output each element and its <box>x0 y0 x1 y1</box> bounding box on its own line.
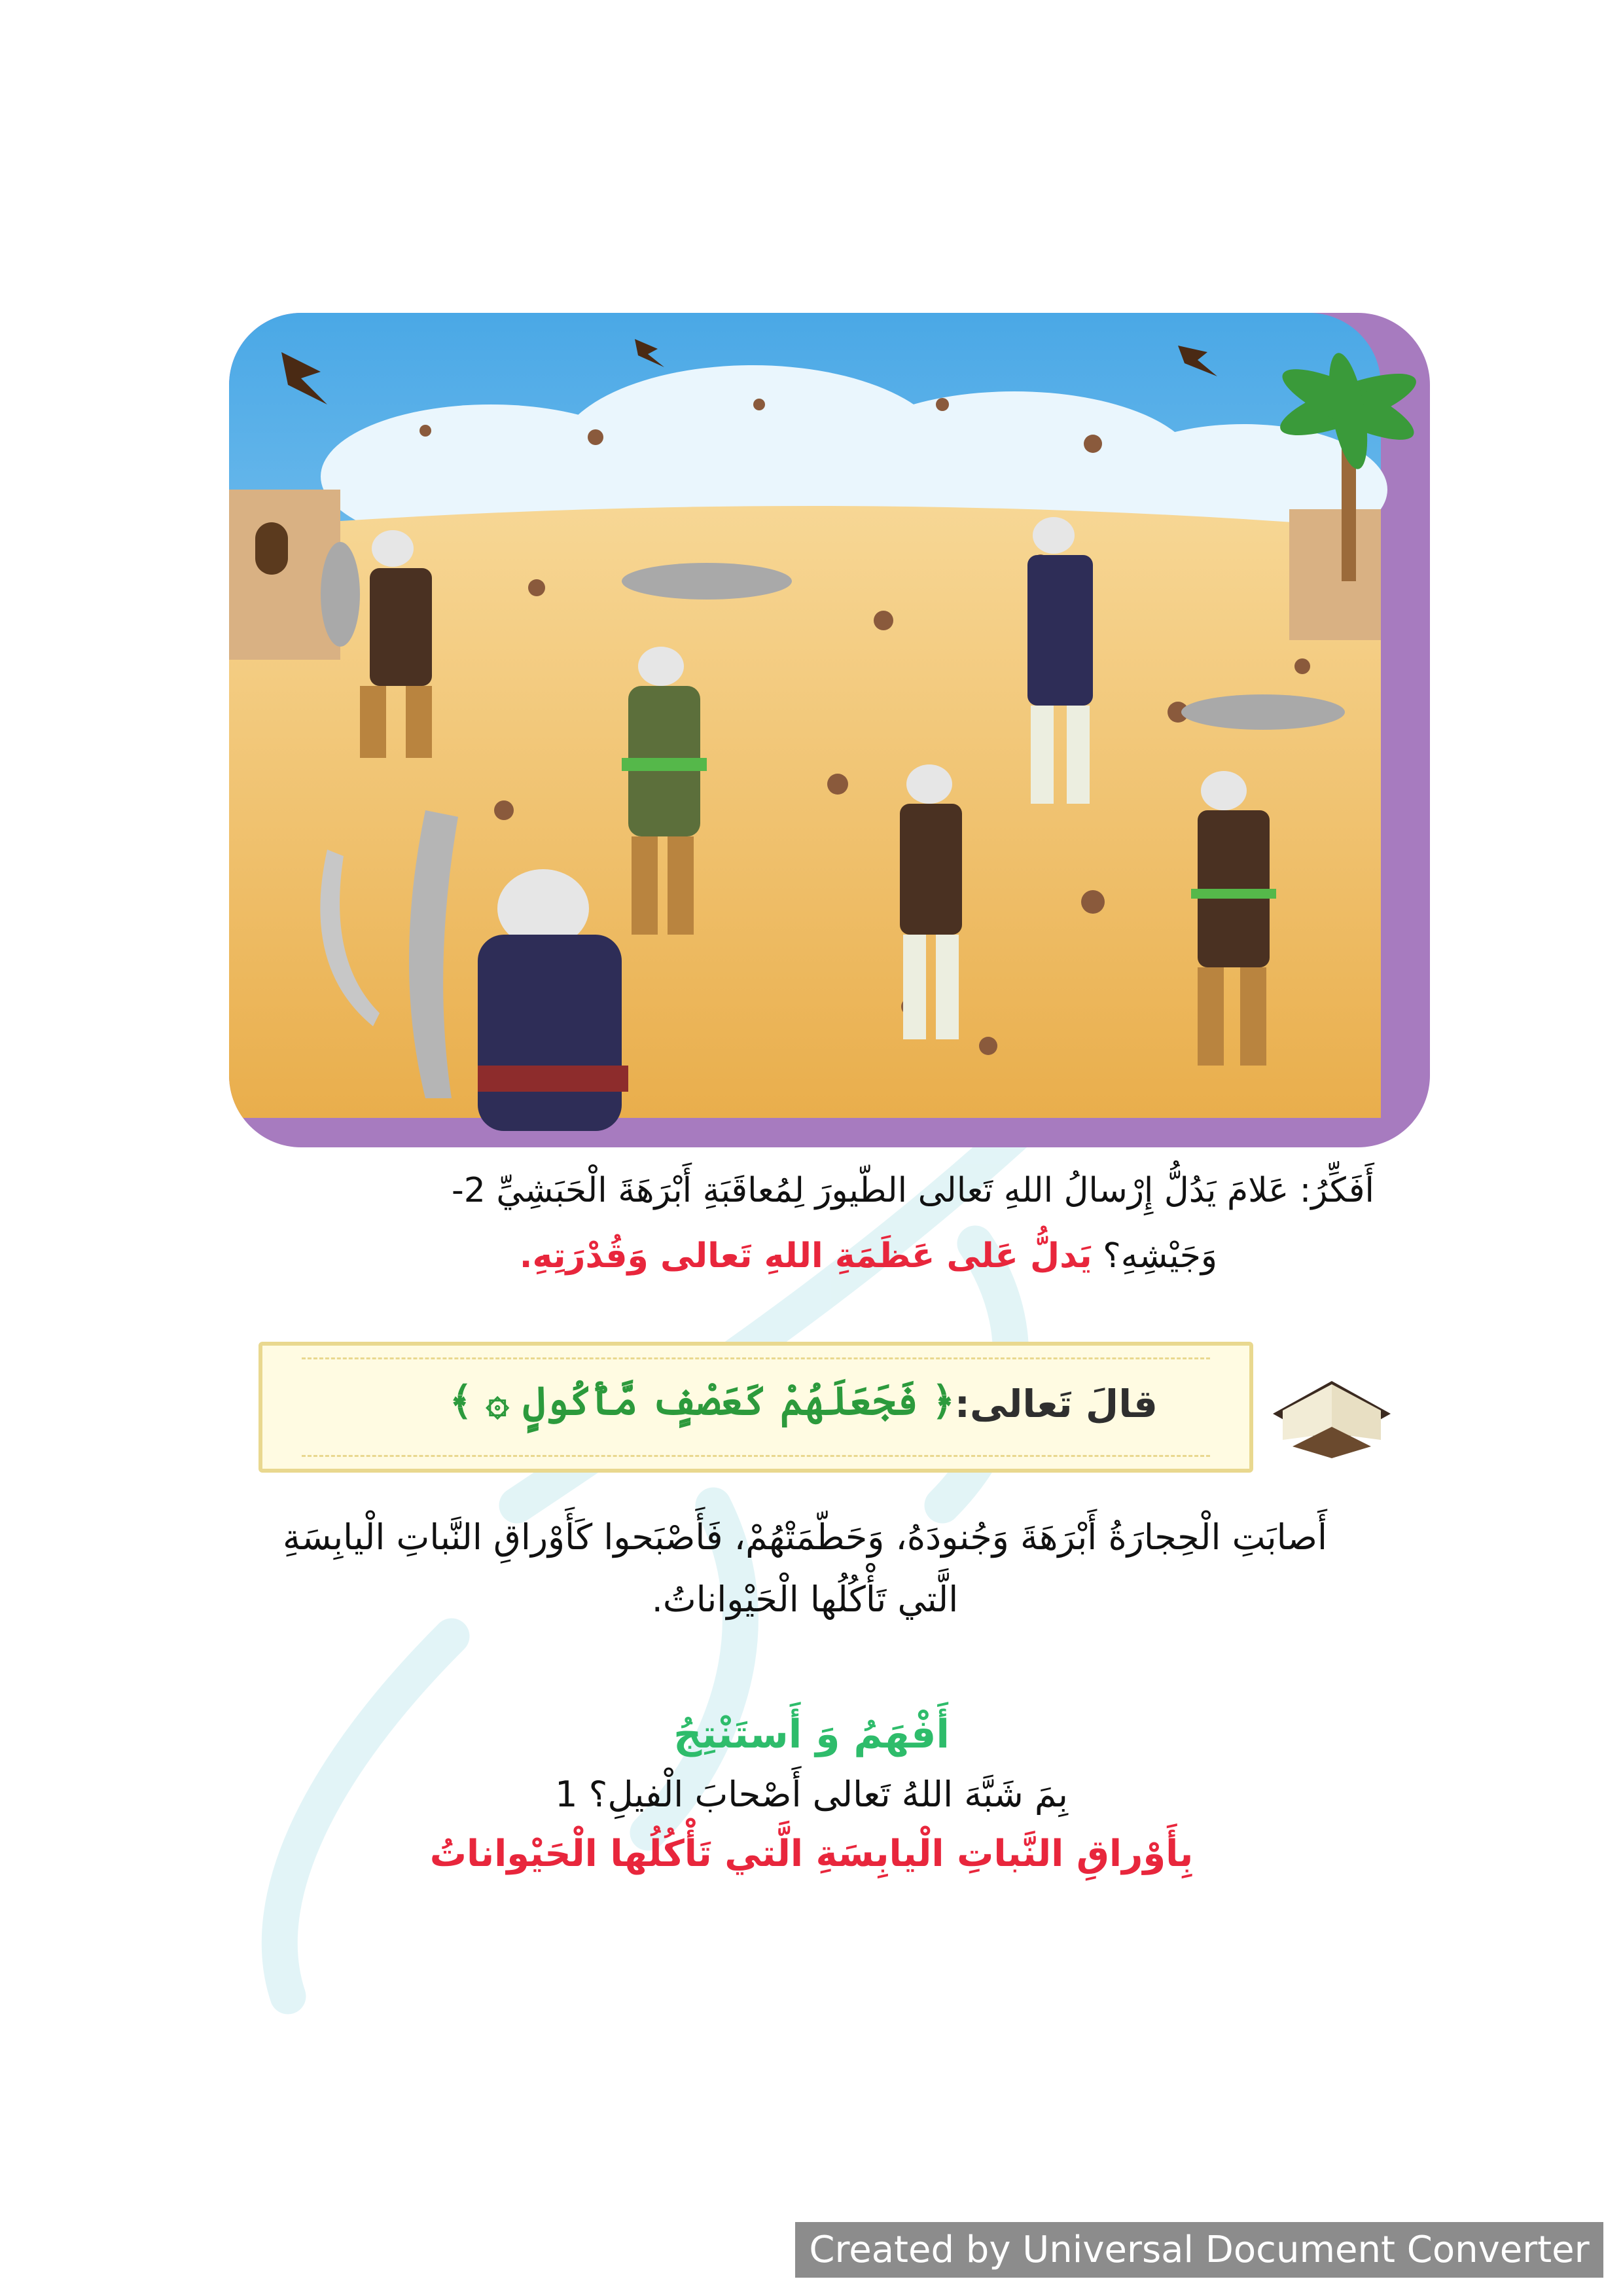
quran-book-icon <box>1266 1355 1397 1460</box>
question-2-number: 2- <box>452 1171 486 1210</box>
question-1: بِمَ شَبَّهَ اللهُ تَعالى أَصْحابَ الْفيلِ؟ 1 <box>555 1774 1068 1815</box>
question-2-line-2: وَجَيْشِهِ؟ يَدلُّ عَلى عَظَمَةِ اللهِ تَعالى وَقُدْرَتِهِ. <box>519 1236 1217 1276</box>
paragraph-line-2: الَّتي تَأْكُلُها الْحَيْواناتُ. <box>651 1579 959 1620</box>
converter-footer: Created by Universal Document Converter <box>795 2222 1603 2278</box>
verse-text: ﴿ فَجَعَلَهُمْ كَعَصْفٍ مَّأْكُولٍ ۞ ﴾ <box>449 1378 955 1424</box>
verse-banner <box>259 1342 1253 1473</box>
verse-label: قالَ تَعالى: <box>954 1382 1158 1426</box>
answer-1: بِأَوْراقِ النَّباتِ الْيابِسَةِ الَّتي تَأْكُلُها الْحَيْواناتُ <box>429 1833 1194 1875</box>
army-stones-illustration <box>229 313 1430 1147</box>
question-2-answer: يَدلُّ عَلى عَظَمَةِ اللهِ تَعالى وَقُدْرَتِهِ <box>532 1236 1092 1276</box>
question-2-line-1 <box>196 1170 1374 1211</box>
question-2-text-cont: وَجَيْشِهِ؟ <box>1103 1236 1217 1276</box>
question-2-text: أَفَكِّرُ: عَلامَ يَدُلُّ إِرْسالُ اللهِ تَعالى الطّيورَ لِمُعاقَبَةِ أَبْرَهَةَ الْحَبَشِيِّ <box>496 1171 1374 1210</box>
story-illustration <box>229 313 1430 1147</box>
paragraph-line-1: أَصابَتِ الْحِجارَةُ أَبْرَهَةَ وَجُنودَهُ، وَحَطّمَتْهُمْ، فَأَصْبَحوا كَأَوْراقِ النَّباتِ الْيابِسَةِ <box>283 1516 1327 1558</box>
section-title: أَفْهَمُ وَ أَستَنْتِجُ <box>673 1712 950 1757</box>
